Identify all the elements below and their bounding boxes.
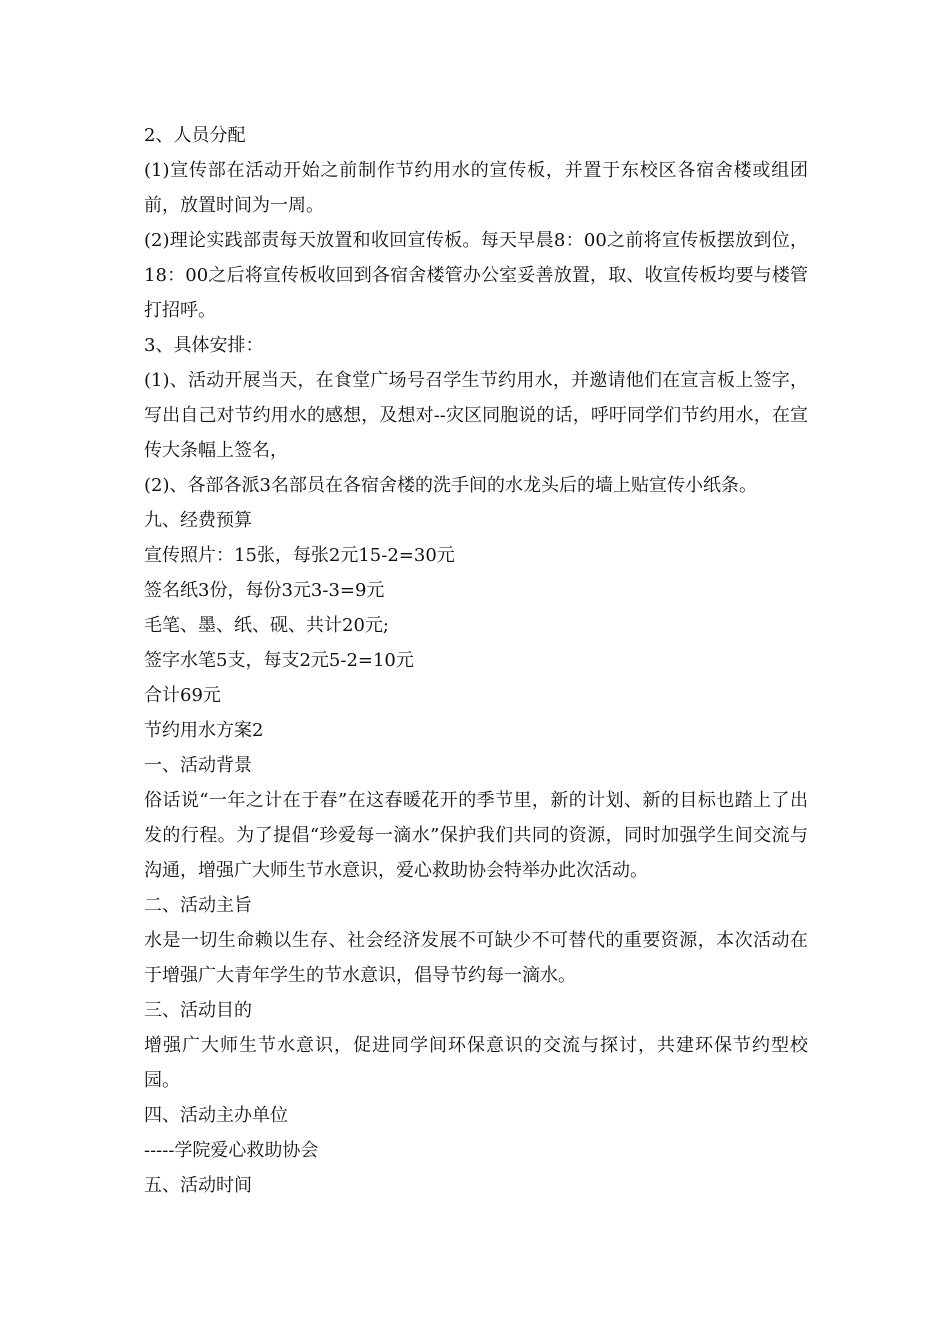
section-heading-background: 一、活动背景 <box>144 755 252 776</box>
document-body <box>144 118 808 1203</box>
budget-total: 合计69元 <box>144 685 221 706</box>
budget-item-brushes: 毛笔、墨、纸、砚、共计20元; <box>144 615 389 636</box>
section-heading-time: 五、活动时间 <box>144 1175 252 1196</box>
paragraph-organizer: -----学院爱心救助协会 <box>144 1140 319 1161</box>
paragraph-event-day: (1)、活动开展当天，在食堂广场号召学生节约用水，并邀请他们在宣言板上签字，写出自己对节约用水的感想，及想对--灾区同胞说的话，呼吁同学们节约用水，在宣传大条幅上签名， <box>144 370 808 461</box>
section-heading-budget: 九、经费预算 <box>144 510 252 531</box>
section-heading-arrangement: 3、具体安排： <box>144 335 264 356</box>
section-heading-organizer: 四、活动主办单位 <box>144 1105 288 1126</box>
section-heading-purpose: 二、活动主旨 <box>144 895 252 916</box>
paragraph-board-placement: (2)理论实践部责每天放置和收回宣传板。每天早晨8：00之前将宣传板摆放到位，18：00之后将宣传板收回到各宿舍楼管办公室妥善放置，取、收宣传板均要与楼管打招呼。 <box>144 230 808 321</box>
budget-item-paper: 签名纸3份，每份3元3-3=9元 <box>144 580 385 601</box>
section-heading-goal: 三、活动目的 <box>144 1000 252 1021</box>
paragraph-goal: 增强广大师生节水意识，促进同学间环保意识的交流与探讨，共建环保节约型校园。 <box>144 1035 808 1091</box>
section-heading-staffing: 2、人员分配 <box>144 125 246 146</box>
paragraph-publicity-board: (1)宣传部在活动开始之前制作节约用水的宣传板，并置于东校区各宿舍楼或组团前，放置时间为一周。 <box>144 160 808 216</box>
paragraph-purpose: 水是一切生命赖以生存、社会经济发展不可缺少不可替代的重要资源，本次活动在于增强广大青年学生的节水意识，倡导节约每一滴水。 <box>144 930 808 986</box>
budget-item-photos: 宣传照片：15张，每张2元15-2=30元 <box>144 545 455 566</box>
paragraph-background: 俗话说“一年之计在于春”在这春暖花开的季节里，新的计划、新的目标也踏上了出发的行程。为了提倡“珍爱每一滴水”保护我们共同的资源，同时加强学生间交流与沟通，增强广大师生节水意识，爱心救助协会特举办此次活动。 <box>144 790 808 881</box>
plan-title: 节约用水方案2 <box>144 720 264 741</box>
paragraph-notes: (2)、各部各派3名部员在各宿舍楼的洗手间的水龙头后的墙上贴宣传小纸条。 <box>144 475 757 496</box>
budget-item-pens: 签字水笔5支，每支2元5-2=10元 <box>144 650 414 671</box>
